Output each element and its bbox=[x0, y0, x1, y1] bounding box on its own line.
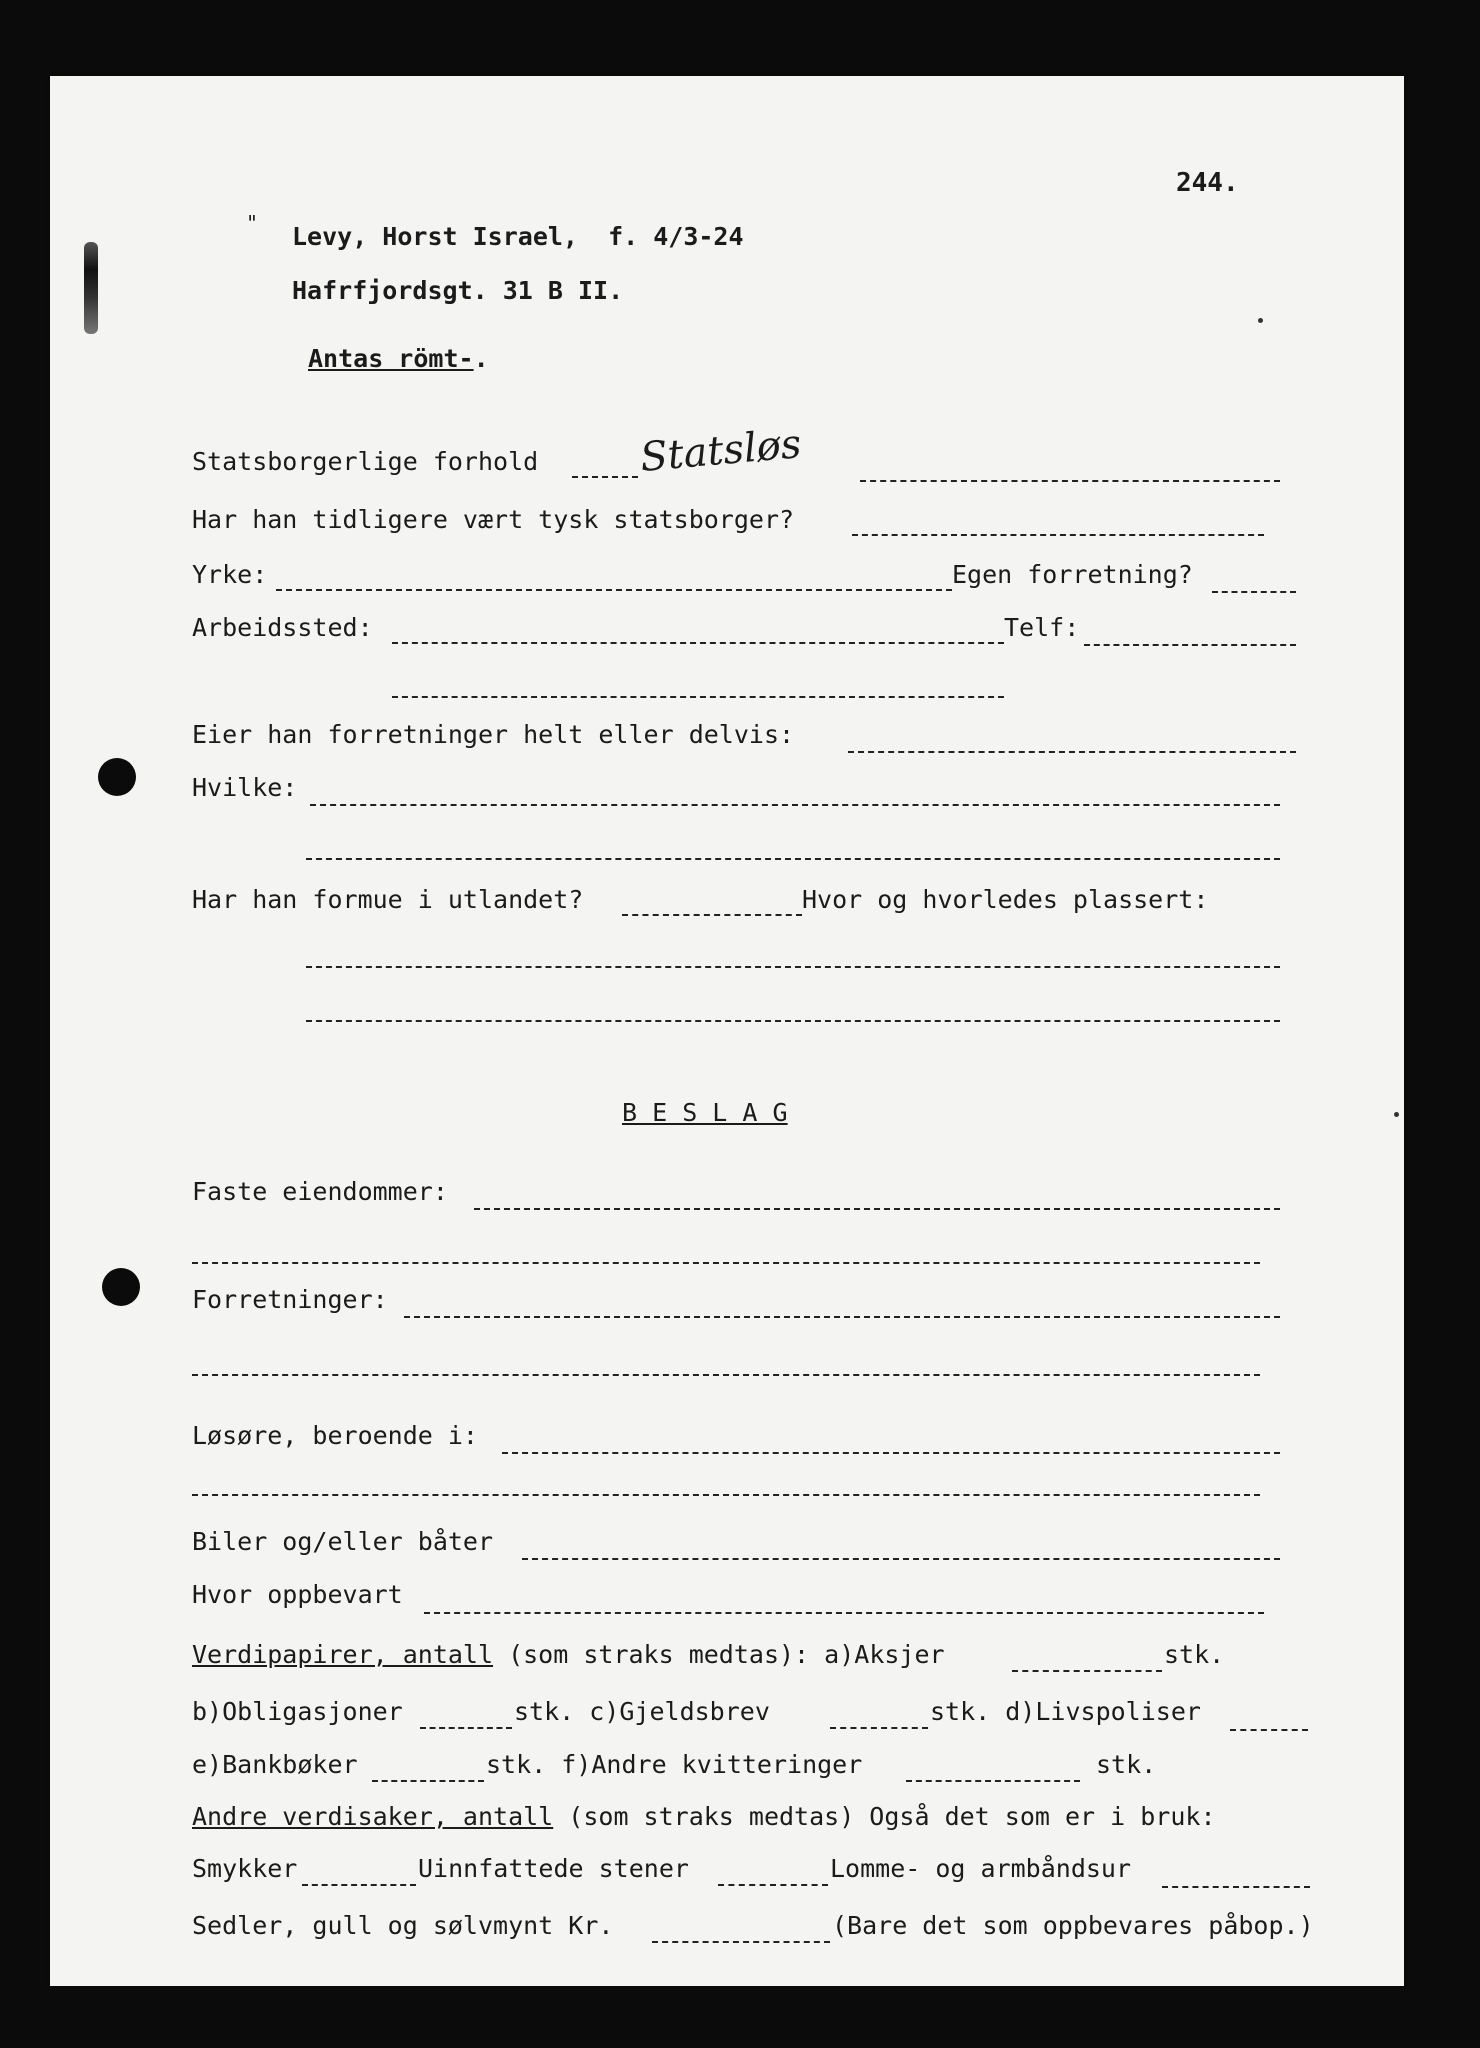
line bbox=[474, 1208, 1280, 1210]
line bbox=[830, 1727, 928, 1729]
line bbox=[424, 1612, 1264, 1614]
line bbox=[1084, 644, 1296, 646]
beslag-heading: B E S L A G bbox=[622, 1098, 788, 1127]
speck bbox=[1394, 1112, 1399, 1117]
biler-label: Biler og/eller båter bbox=[192, 1527, 494, 1556]
page-number: 244. bbox=[1176, 168, 1239, 198]
line bbox=[718, 1884, 828, 1886]
line bbox=[302, 1884, 416, 1886]
line bbox=[276, 589, 952, 591]
line bbox=[1162, 1886, 1310, 1888]
hvor-oppbevart-label: Hvor oppbevart bbox=[192, 1580, 403, 1609]
status-text: Antas römt- bbox=[308, 344, 474, 373]
yrke-label: Yrke: bbox=[192, 560, 268, 589]
formue-label: Har han formue i utlandet? bbox=[192, 885, 584, 914]
person-name-line: Levy, Horst Israel, f. 4/3-24 bbox=[292, 222, 744, 251]
verdipapirer-rest: (som straks medtas): a)Aksjer bbox=[493, 1640, 945, 1669]
line bbox=[1012, 1670, 1162, 1672]
kvitteringer-label: stk. f)Andre kvitteringer bbox=[486, 1750, 863, 1779]
sedler-label: Sedler, gull og sølvmynt Kr. bbox=[192, 1911, 614, 1940]
line bbox=[572, 476, 638, 478]
line bbox=[310, 804, 1280, 806]
line bbox=[392, 642, 1004, 644]
statsborger-value: Statsløs bbox=[638, 421, 804, 481]
losore-label: Løsøre, beroende i: bbox=[192, 1421, 478, 1450]
punch-hole-top bbox=[98, 758, 136, 796]
line bbox=[192, 1262, 1260, 1264]
tysk-label: Har han tidligere vært tysk statsborger? bbox=[192, 505, 795, 534]
statsborger-label: Statsborgerlige forhold bbox=[192, 447, 539, 476]
gjeldsbrev-label: stk. c)Gjeldsbrev bbox=[514, 1697, 770, 1726]
line bbox=[306, 1020, 1280, 1022]
line bbox=[372, 1780, 484, 1782]
line bbox=[848, 751, 1296, 753]
status-tail: . bbox=[473, 344, 489, 373]
line bbox=[306, 966, 1280, 968]
livspoliser-label: stk. d)Livspoliser bbox=[930, 1697, 1201, 1726]
line bbox=[306, 858, 1280, 860]
arbeidssted-label: Arbeidssted: bbox=[192, 613, 373, 642]
line bbox=[420, 1727, 512, 1729]
line bbox=[404, 1316, 1280, 1318]
line bbox=[502, 1452, 1280, 1454]
faste-label: Faste eiendommer: bbox=[192, 1177, 448, 1206]
bare-label: (Bare det som oppbevares påbop.) bbox=[832, 1911, 1314, 1940]
egen-label: Egen forretning? bbox=[952, 560, 1193, 589]
ink-smudge bbox=[84, 242, 98, 334]
andre-rest: (som straks medtas) Også det som er i bruk: bbox=[553, 1802, 1216, 1831]
line bbox=[622, 914, 802, 916]
status-remark bbox=[308, 344, 489, 374]
punch-hole-bottom bbox=[102, 1268, 140, 1306]
verdipapirer-label: Verdipapirer, antall bbox=[192, 1640, 494, 1669]
line bbox=[906, 1780, 1080, 1782]
hvilke-label: Hvilke: bbox=[192, 773, 298, 802]
smykker-label: Smykker bbox=[192, 1854, 298, 1883]
verdipapirer-line bbox=[192, 1640, 945, 1670]
aksjer-stk: stk. bbox=[1164, 1640, 1225, 1669]
line bbox=[392, 696, 1004, 698]
eier-label: Eier han forretninger helt eller delvis: bbox=[192, 720, 795, 749]
speck bbox=[1258, 318, 1263, 323]
hvor-label: Hvor og hvorledes plassert: bbox=[802, 885, 1209, 914]
address-line: Hafrfjordsgt. 31 B II. bbox=[292, 276, 624, 305]
stener-label: Uinnfattede stener bbox=[418, 1854, 689, 1883]
kvitteringer-stk: stk. bbox=[1096, 1750, 1157, 1779]
line bbox=[1230, 1729, 1308, 1731]
telf-label: Telf: bbox=[1004, 613, 1080, 642]
bankboker-label: e)Bankbøker bbox=[192, 1750, 358, 1779]
ur-label: Lomme- og armbåndsur bbox=[830, 1854, 1132, 1883]
line bbox=[652, 1941, 830, 1943]
line bbox=[1212, 591, 1296, 593]
line bbox=[522, 1558, 1280, 1560]
line bbox=[860, 480, 1280, 482]
line bbox=[852, 534, 1264, 536]
forretninger-label: Forretninger: bbox=[192, 1285, 388, 1314]
andre-line bbox=[192, 1802, 1216, 1832]
line bbox=[192, 1374, 1260, 1376]
line bbox=[192, 1494, 1260, 1496]
andre-label: Andre verdisaker, antall bbox=[192, 1802, 554, 1831]
quote-mark: " bbox=[246, 211, 259, 235]
obligasjoner-label: b)Obligasjoner bbox=[192, 1697, 403, 1726]
